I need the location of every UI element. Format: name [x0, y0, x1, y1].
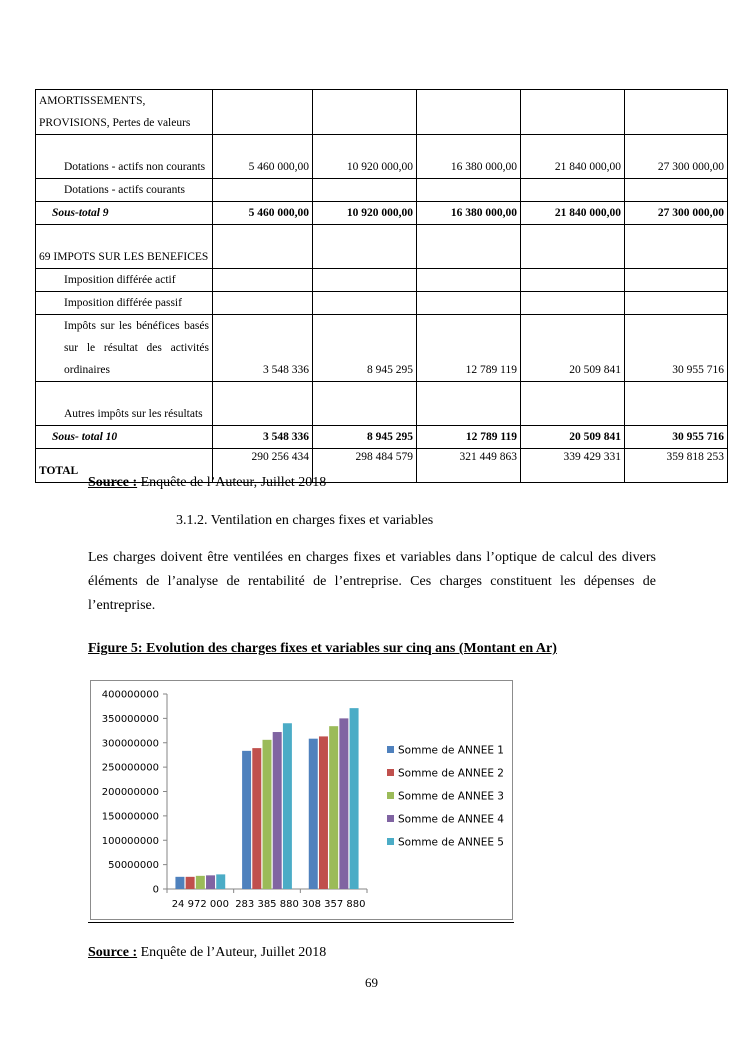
- row-value: [313, 179, 417, 202]
- row-value: [417, 179, 521, 202]
- row-label: Imposition différée actif: [36, 269, 213, 292]
- table-row: [36, 426, 728, 449]
- table-row: [36, 269, 728, 292]
- row-label: Autres impôts sur les résultats: [36, 382, 213, 426]
- table-row: [36, 179, 728, 202]
- row-value: [313, 269, 417, 292]
- row-value: [313, 382, 417, 426]
- row-value: [625, 90, 728, 135]
- row-label: Imposition différée passif: [36, 292, 213, 315]
- table-row: [36, 382, 728, 426]
- row-value: 21 840 000,00: [521, 135, 625, 179]
- y-tick-label: 50000000: [108, 860, 159, 872]
- row-value: [521, 382, 625, 426]
- bar: [273, 732, 282, 889]
- row-label: Sous-total 9: [36, 202, 213, 225]
- legend-swatch: [387, 769, 394, 776]
- row-value: [521, 225, 625, 269]
- table-row: [36, 225, 728, 269]
- y-tick-label: 250000000: [101, 762, 159, 774]
- bar: [350, 708, 359, 889]
- row-value: [625, 382, 728, 426]
- row-value: [521, 292, 625, 315]
- row-value: [213, 292, 313, 315]
- row-value: 3 548 336: [213, 426, 313, 449]
- row-value: 12 789 119: [417, 426, 521, 449]
- table-row: [36, 135, 728, 179]
- row-value: [521, 90, 625, 135]
- row-value: [417, 225, 521, 269]
- row-value: 21 840 000,00: [521, 202, 625, 225]
- x-tick-label: 283 385 880: [235, 899, 299, 910]
- row-value: [213, 225, 313, 269]
- row-value: [313, 225, 417, 269]
- row-value: 16 380 000,00: [417, 202, 521, 225]
- financial-table: [35, 89, 728, 483]
- bar: [242, 751, 251, 889]
- legend-label: Somme de ANNEE 5: [398, 836, 504, 849]
- row-value: [625, 269, 728, 292]
- row-value: 27 300 000,00: [625, 202, 728, 225]
- row-label: Dotations - actifs non courants: [36, 135, 213, 179]
- row-value: 8 945 295: [313, 315, 417, 382]
- page-number: 69: [365, 975, 378, 990]
- row-value: 3 548 336: [213, 315, 313, 382]
- row-value: 30 955 716: [625, 426, 728, 449]
- row-value: [521, 179, 625, 202]
- row-value: 290 256 434: [213, 449, 313, 483]
- table-row: [36, 90, 728, 135]
- bar: [216, 874, 225, 889]
- row-value: [417, 269, 521, 292]
- legend-label: Somme de ANNEE 2: [398, 767, 504, 780]
- row-value: 10 920 000,00: [313, 202, 417, 225]
- row-label: 69 IMPOTS SUR LES BENEFICES: [36, 225, 213, 269]
- row-label: AMORTISSEMENTS, PROVISIONS, Pertes de valeurs: [36, 90, 213, 135]
- y-tick-label: 400000000: [101, 689, 159, 701]
- y-tick-label: 150000000: [101, 811, 159, 823]
- bar: [339, 718, 348, 889]
- legend-swatch: [387, 838, 394, 845]
- bar: [309, 739, 318, 889]
- figure-title: Figure 5: Evolution des charges fixes et variables sur cinq ans (Montant en Ar): [88, 641, 557, 656]
- legend-swatch: [387, 815, 394, 822]
- row-value: [625, 225, 728, 269]
- row-value: 359 818 253: [625, 449, 728, 483]
- legend-swatch: [387, 746, 394, 753]
- table-row: [36, 315, 728, 382]
- y-tick-label: 100000000: [101, 835, 159, 847]
- bar: [175, 877, 184, 889]
- body-paragraph: Les charges doivent être ventilées en charges fixes et variables dans l’optique de calcul des divers éléments de l’analyse de rentabilité de l’entreprise. Ces charges constituent les dépenses de l’entreprise.: [88, 550, 656, 613]
- row-value: [625, 292, 728, 315]
- row-value: 298 484 579: [313, 449, 417, 483]
- y-tick-label: 0: [152, 884, 159, 896]
- row-value: [417, 292, 521, 315]
- row-value: 30 955 716: [625, 315, 728, 382]
- row-label: Impôts sur les bénéfices basés sur le résultat des activités ordinaires: [36, 315, 213, 382]
- bar: [319, 736, 328, 889]
- x-tick-label: 24 972 000: [171, 899, 229, 910]
- legend-swatch: [387, 792, 394, 799]
- row-value: [625, 179, 728, 202]
- row-value: 20 509 841: [521, 426, 625, 449]
- row-value: [521, 269, 625, 292]
- row-value: 27 300 000,00: [625, 135, 728, 179]
- bar: [196, 876, 205, 889]
- row-value: [417, 90, 521, 135]
- figure-divider: [88, 922, 514, 923]
- y-tick-label: 300000000: [101, 738, 159, 750]
- bar: [206, 875, 215, 889]
- row-label: Sous- total 10: [36, 426, 213, 449]
- row-value: 20 509 841: [521, 315, 625, 382]
- row-value: 321 449 863: [417, 449, 521, 483]
- row-value: 10 920 000,00: [313, 135, 417, 179]
- row-value: 8 945 295: [313, 426, 417, 449]
- bar: [263, 740, 272, 889]
- table-row: [36, 202, 728, 225]
- row-value: 5 460 000,00: [213, 202, 313, 225]
- row-value: [213, 90, 313, 135]
- figure-source: Source : Enquête de l’Auteur, Juillet 2018: [88, 945, 327, 960]
- row-value: [417, 382, 521, 426]
- bar: [252, 748, 261, 889]
- bar-chart: [90, 680, 513, 920]
- chart-canvas: [91, 681, 512, 919]
- x-tick-label: 308 357 880: [301, 899, 366, 910]
- table-source: Source : Enquête de l’Auteur, Juillet 2018: [88, 475, 327, 490]
- row-value: [313, 90, 417, 135]
- row-value: [213, 382, 313, 426]
- row-value: 339 429 331: [521, 449, 625, 483]
- row-label: TOTAL: [36, 449, 213, 483]
- row-label: Dotations - actifs courants: [36, 179, 213, 202]
- row-value: [213, 179, 313, 202]
- row-value: 12 789 119: [417, 315, 521, 382]
- y-tick-label: 200000000: [101, 787, 159, 798]
- row-value: 5 460 000,00: [213, 135, 313, 179]
- legend-label: Somme de ANNEE 3: [398, 790, 504, 803]
- legend-label: Somme de ANNEE 4: [398, 813, 504, 826]
- bar: [329, 726, 338, 889]
- bar: [283, 723, 292, 889]
- table-row: [36, 292, 728, 315]
- bar: [186, 877, 195, 889]
- legend-label: Somme de ANNEE 1: [398, 744, 504, 757]
- row-value: [313, 292, 417, 315]
- row-value: 16 380 000,00: [417, 135, 521, 179]
- section-heading: 3.1.2. Ventilation en charges fixes et variables: [176, 513, 434, 528]
- y-tick-label: 350000000: [101, 713, 159, 725]
- row-value: [213, 269, 313, 292]
